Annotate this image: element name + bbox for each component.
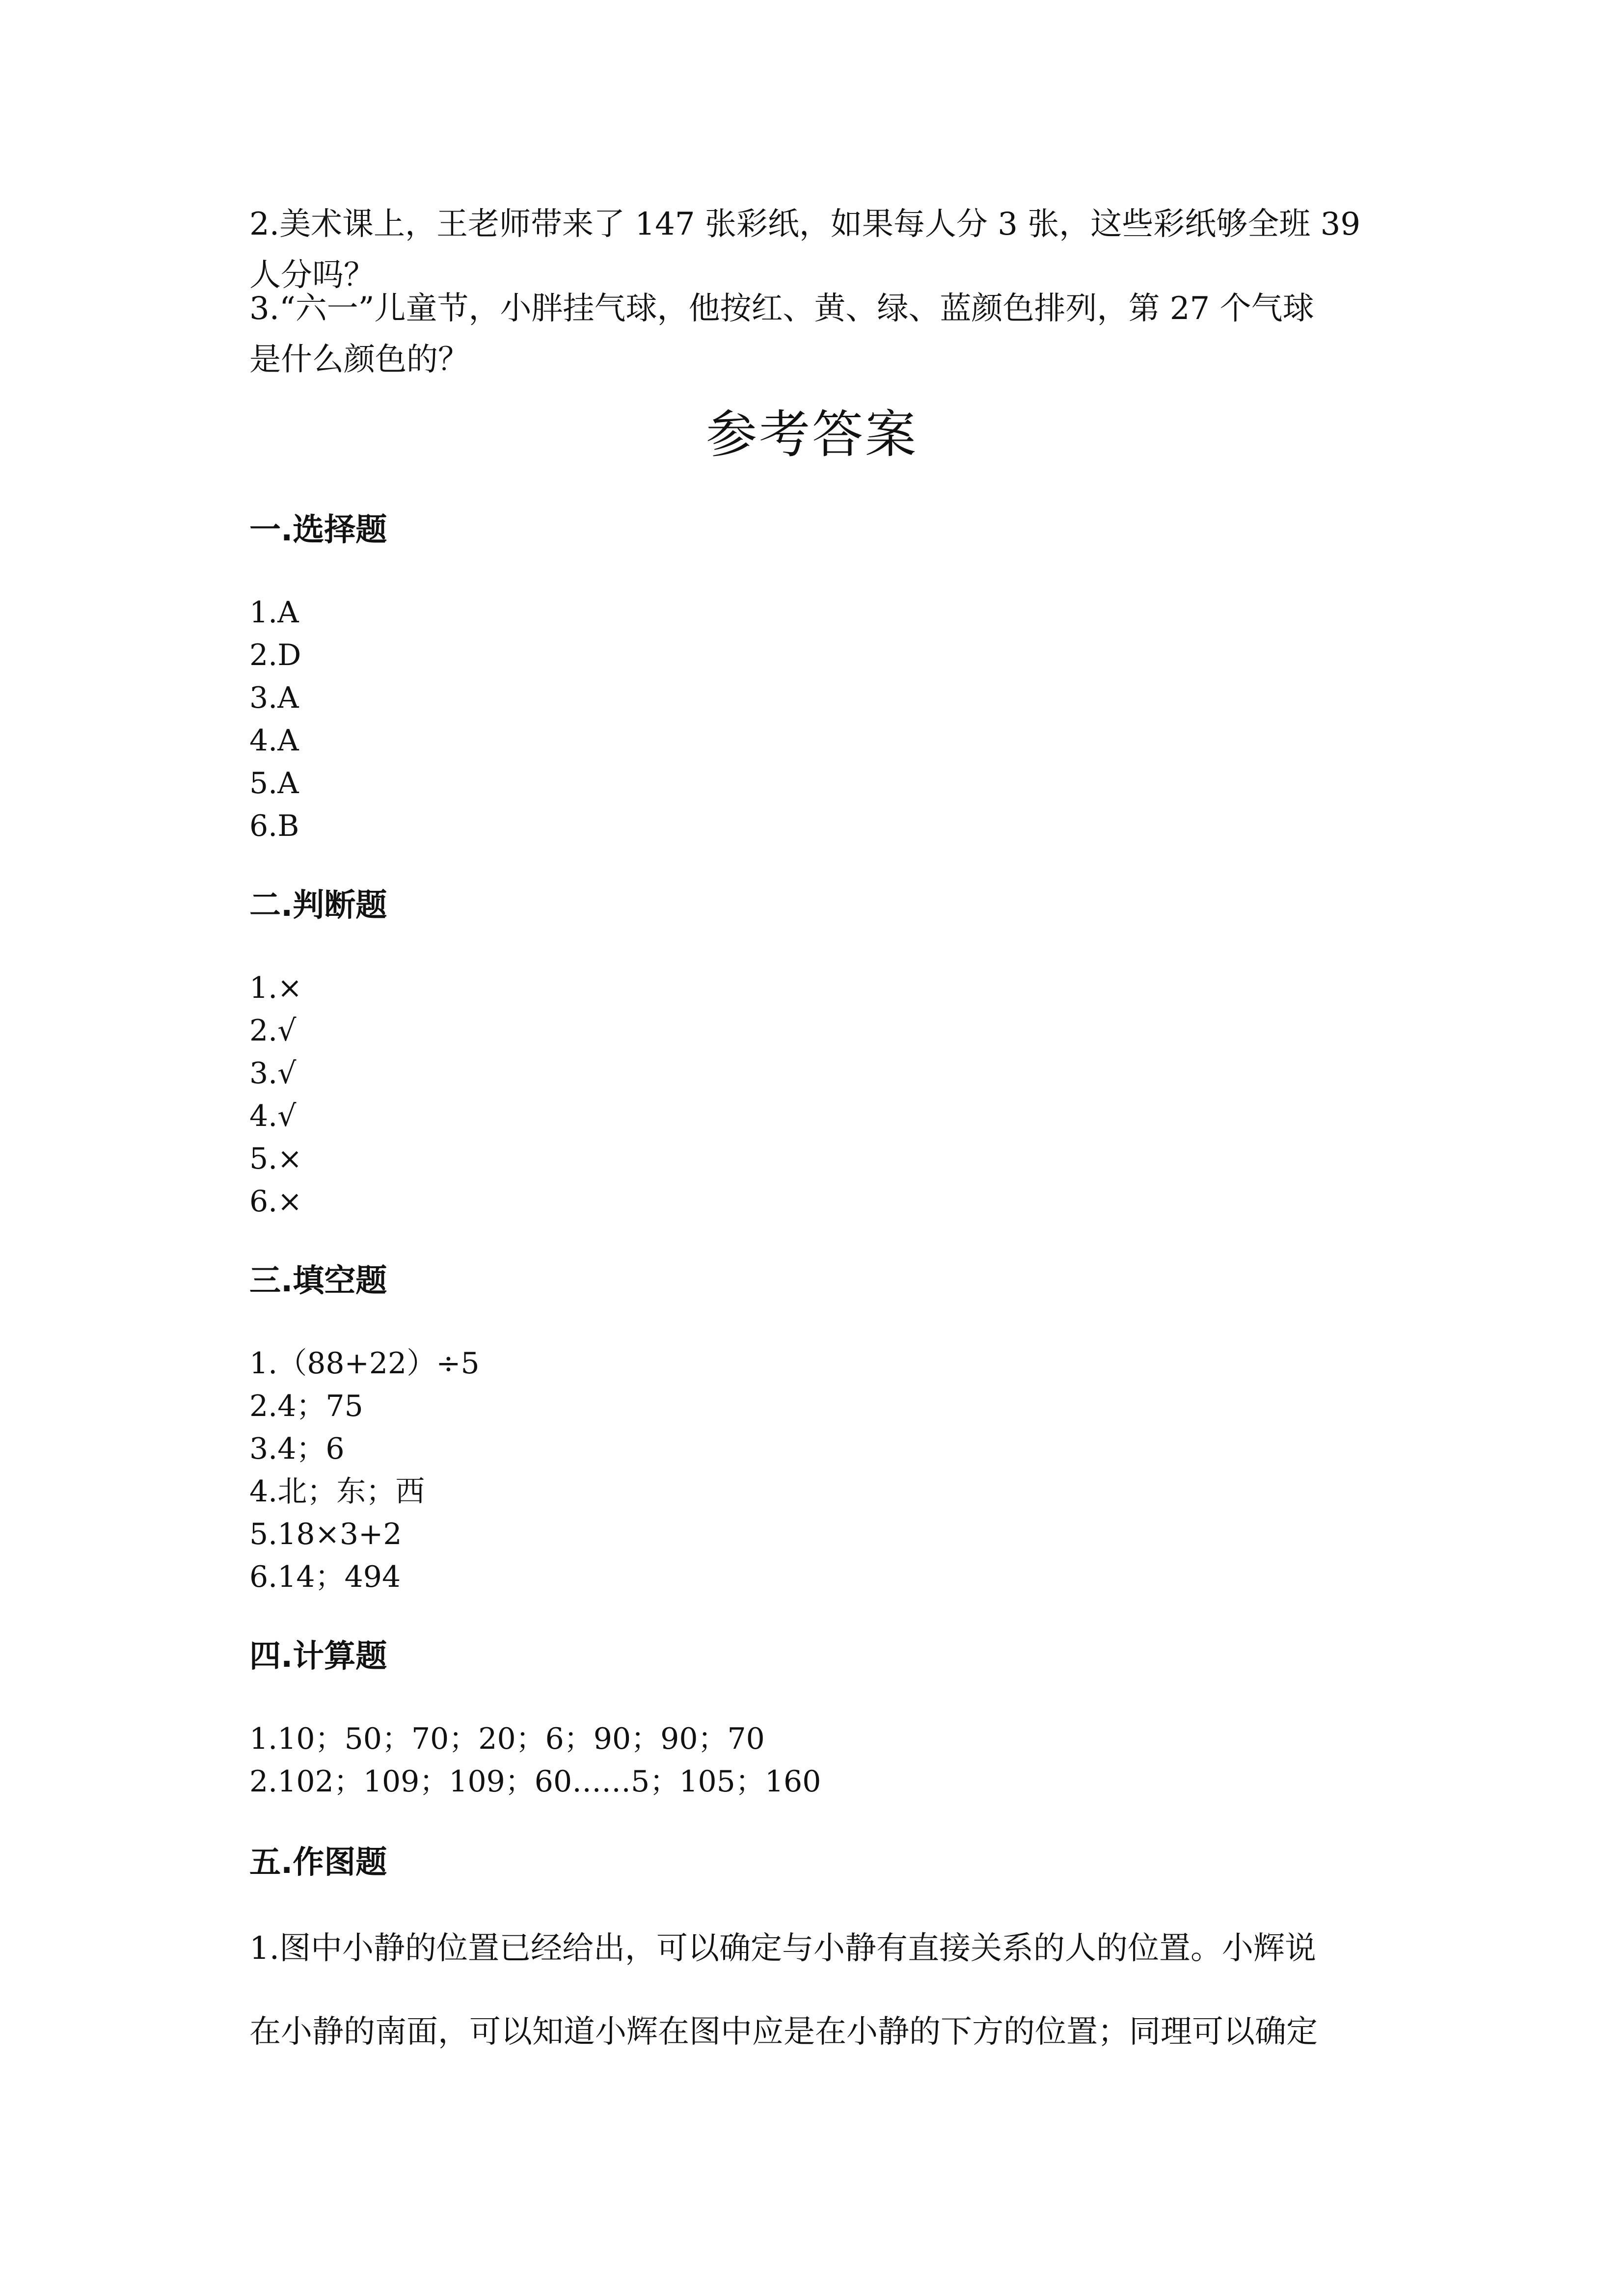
section-heading-judgement: 二.判断题 (249, 887, 387, 924)
answer-item: 1.× (249, 971, 302, 1005)
question-2-line-2: 人分吗？ (249, 257, 375, 294)
question-3 (249, 283, 1379, 385)
answer-item: 2.D (249, 638, 301, 672)
answer-item: 5.18×3+2 (249, 1517, 402, 1551)
answer-item: 3.A (249, 681, 299, 715)
answer-list-judgement (249, 967, 302, 1223)
answer-item: 3.4；6 (249, 1432, 345, 1466)
answer-item: 1.（88+22）÷5 (249, 1346, 480, 1381)
section-heading-calculation: 四.计算题 (249, 1638, 387, 1675)
explanation-line: 在小静的南面，可以知道小辉在图中应是在小静的下方的位置；同理可以确定 (249, 2014, 1318, 2050)
answer-item: 6.14；494 (249, 1560, 401, 1594)
answer-item: 6.B (249, 809, 299, 843)
answer-item: 4.北；东；西 (249, 1474, 425, 1509)
answer-item: 1.10；50；70；20；6；90；90；70 (249, 1722, 765, 1756)
answer-item: 2.102；109；109；60……5；105；160 (249, 1764, 821, 1799)
answer-item: 1.A (249, 595, 299, 630)
answer-list-choice (249, 591, 301, 848)
question-2-line-1: 2.美术课上，王老师带来了 147 张彩纸，如果每人分 3 张，这些彩纸够全班 39 (249, 206, 1361, 242)
answer-item: 6.× (249, 1184, 302, 1219)
section-heading-drawing: 五.作图题 (249, 1844, 387, 1881)
section-heading-fill-blank: 三.填空题 (249, 1263, 387, 1299)
answer-item: 5.A (249, 766, 299, 801)
answer-list-fill-blank (249, 1342, 480, 1599)
answer-key-title: 参考答案 (705, 404, 918, 464)
explanation-line: 1.图中小静的位置已经给出，可以确定与小静有直接关系的人的位置。小辉说 (249, 1930, 1317, 1967)
question-3-line-1: 3.“六一”儿童节，小胖挂气球，他按红、黄、绿、蓝颜色排列，第 27 个气球 (249, 291, 1314, 327)
answer-item: 3.√ (249, 1056, 297, 1091)
question-3-line-2: 是什么颜色的？ (249, 342, 469, 378)
section-heading-choice: 一.选择题 (249, 512, 387, 548)
answer-item: 2.4；75 (249, 1389, 363, 1423)
drawing-explanation (249, 1924, 1379, 2056)
answer-item: 4.A (249, 723, 299, 758)
answer-list-calculation (249, 1718, 821, 1803)
answer-item: 5.× (249, 1142, 302, 1176)
answer-item: 2.√ (249, 1014, 297, 1048)
answer-item: 4.√ (249, 1099, 297, 1133)
